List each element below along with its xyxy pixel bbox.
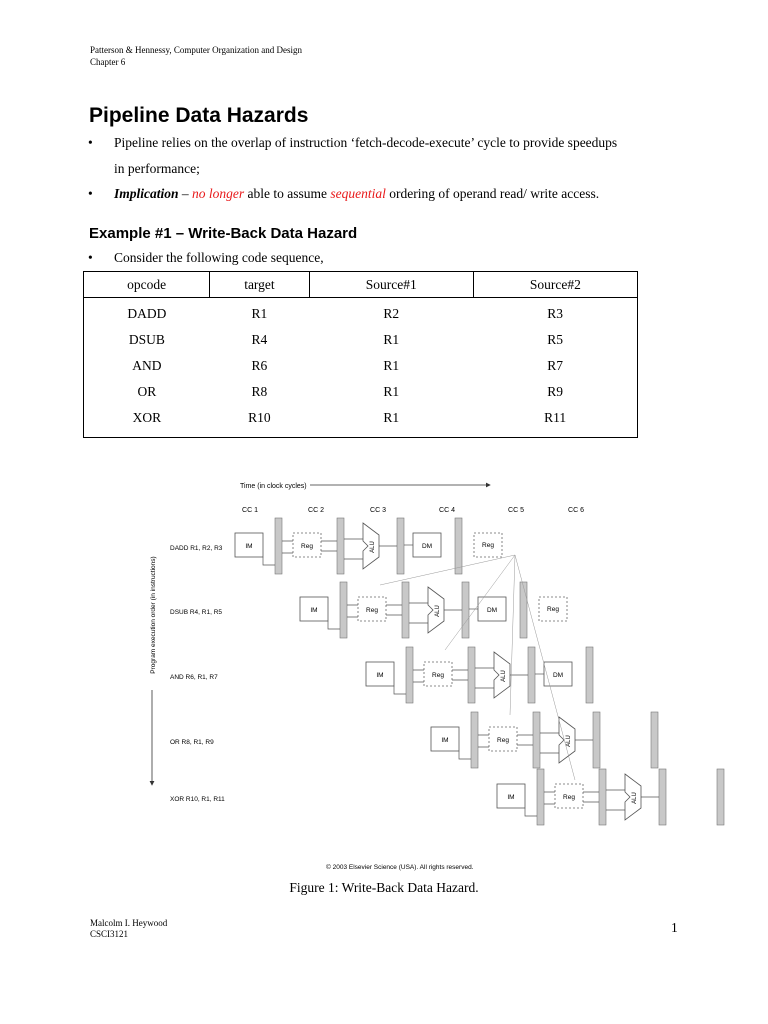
- cell-source2: R9: [547, 384, 564, 399]
- bullet-pipeline-text: Pipeline relies on the overlap of instruction ‘fetch-decode-execute’ cycle to provide speedups: [114, 135, 618, 150]
- col-header-target: target: [210, 272, 309, 298]
- datapath-wire: [282, 541, 293, 553]
- cell-opcode: DADD: [127, 306, 167, 321]
- pipeline-latch: [586, 647, 593, 703]
- dm-label: DM: [486, 607, 498, 614]
- execution-order-label: Program execution order (in instructions): [150, 556, 157, 674]
- im-label: IM: [376, 672, 384, 679]
- datapath-wire: [525, 808, 537, 816]
- cell-opcode: OR: [137, 384, 157, 399]
- instruction-label: OR R8, R1, R9: [170, 739, 214, 746]
- datapath-wire: [475, 668, 494, 688]
- table-row: [84, 353, 638, 379]
- pipeline-latch: [651, 712, 658, 768]
- datapath-wire: [347, 605, 358, 617]
- cell-source1: R1: [383, 332, 400, 347]
- reg-label: Reg: [432, 672, 444, 679]
- implication-label: Implication: [114, 186, 179, 201]
- instruction-label: XOR R10, R1, R11: [170, 796, 225, 803]
- col-header-source1: Source#1: [309, 272, 473, 298]
- header-chapter: Chapter 6: [90, 57, 126, 67]
- pipeline-figure: [140, 475, 638, 880]
- cell-opcode: AND: [132, 358, 162, 373]
- col-header-opcode: opcode: [84, 272, 210, 298]
- reg-label: Reg: [482, 542, 494, 549]
- cell-target: R6: [251, 358, 268, 373]
- pipeline-latch: [537, 769, 544, 825]
- cell-source1: R1: [383, 410, 400, 425]
- cell-source2: R5: [547, 332, 564, 347]
- reg-label: Reg: [497, 737, 509, 744]
- datapath-wire: [263, 557, 275, 565]
- datapath-wire: [344, 539, 363, 559]
- datapath-wire: [394, 686, 406, 694]
- bullet-dot: •: [88, 186, 93, 201]
- time-axis-label: Time (in clock cycles): [240, 483, 307, 490]
- bullet-pipeline-continued: in performance;: [114, 161, 200, 176]
- page-title: Pipeline Data Hazards: [89, 104, 309, 127]
- bullet-dot: •: [88, 135, 93, 150]
- cycle-label-cc3: CC 3: [370, 507, 386, 514]
- table-row: [84, 327, 638, 353]
- sequential-highlight: sequential: [330, 186, 386, 201]
- pipeline-latch: [599, 769, 606, 825]
- datapath-wire: [452, 670, 468, 680]
- pipeline-latch: [275, 518, 282, 574]
- pipeline-latch: [406, 647, 413, 703]
- implication-mid: able to assume: [244, 186, 331, 201]
- table-row: [84, 405, 638, 438]
- page-header: [90, 44, 302, 68]
- alu-label: ALU: [370, 541, 376, 553]
- bullet-pipeline: [88, 131, 728, 155]
- header-citation: Patterson & Hennessy, Computer Organization and Design: [90, 45, 302, 55]
- pipeline-latch: [455, 518, 462, 574]
- reg-label: Reg: [366, 607, 378, 614]
- pipeline-latch: [468, 647, 475, 703]
- pipeline-latch: [533, 712, 540, 768]
- example-title: Example #1 – Write-Back Data Hazard: [89, 225, 358, 242]
- table-row: [84, 379, 638, 405]
- datapath-wire: [321, 541, 337, 551]
- alu-label: ALU: [435, 605, 441, 617]
- datapath-wire: [459, 751, 471, 759]
- im-label: IM: [245, 543, 253, 550]
- copyright-notice: © 2003 Elsevier Science (USA). All rights reserved.: [326, 864, 474, 871]
- datapath-wire: [517, 735, 533, 745]
- cell-target: R10: [248, 410, 271, 425]
- cycle-label-cc2: CC 2: [308, 507, 324, 514]
- implication-dash: –: [178, 186, 193, 201]
- pipeline-latch: [462, 582, 469, 638]
- bullet-dot: •: [88, 250, 93, 265]
- reg-label: Reg: [301, 543, 313, 550]
- datapath-wire: [413, 670, 424, 682]
- im-label: IM: [310, 607, 318, 614]
- datapath-wire: [606, 790, 625, 810]
- page-number: 1: [671, 920, 678, 935]
- datapath-wire: [386, 605, 402, 615]
- pipeline-latch: [520, 582, 527, 638]
- im-label: IM: [441, 737, 449, 744]
- bullet-consider-text: Consider the following code sequence,: [114, 250, 324, 265]
- dm-label: DM: [421, 543, 433, 550]
- reg-label: Reg: [547, 606, 559, 613]
- bullet-implication: [88, 182, 728, 206]
- code-sequence-table: [83, 271, 638, 438]
- datapath-wire: [328, 621, 340, 629]
- cycle-label-cc1: CC 1: [242, 507, 258, 514]
- page-footer: [90, 918, 167, 940]
- datapath-wire: [583, 792, 599, 802]
- pipeline-latch: [528, 647, 535, 703]
- cell-source2: R3: [547, 306, 564, 321]
- instruction-label: DADD R1, R2, R3: [170, 545, 223, 552]
- instruction-label: DSUB R4, R1, R5: [170, 609, 223, 616]
- bullet-implication-text: [114, 182, 728, 206]
- cycle-label-cc5: CC 5: [508, 507, 524, 514]
- implication-end: ordering of operand read/ write access.: [385, 186, 600, 201]
- intro-bullets: [88, 131, 728, 206]
- im-label: IM: [507, 794, 515, 801]
- pipeline-rows: [170, 518, 724, 825]
- cell-source1: R1: [383, 358, 400, 373]
- alu-label: ALU: [566, 735, 572, 747]
- reg-label: Reg: [563, 794, 575, 801]
- dm-label: DM: [552, 672, 564, 679]
- cycle-label-cc6: CC 6: [568, 507, 584, 514]
- datapath-wire: [544, 792, 555, 804]
- table-row: [84, 298, 638, 328]
- cell-target: R8: [251, 384, 268, 399]
- datapath-wire: [409, 603, 428, 623]
- pipeline-latch: [337, 518, 344, 574]
- instruction-label: AND R6, R1, R7: [170, 674, 218, 681]
- cell-source2: R7: [547, 358, 564, 373]
- alu-label: ALU: [632, 792, 638, 804]
- cell-target: R4: [251, 332, 268, 347]
- pipeline-latch: [471, 712, 478, 768]
- datapath-wire: [478, 735, 489, 747]
- pipeline-latch: [397, 518, 404, 574]
- cell-opcode: XOR: [132, 410, 162, 425]
- datapath-wire: [540, 733, 559, 753]
- cell-source1: R2: [383, 306, 400, 321]
- table-header-row: [84, 272, 638, 298]
- footer-author: Malcolm I. Heywood: [90, 918, 168, 928]
- pipeline-diagram: [140, 475, 638, 875]
- pipeline-latch: [402, 582, 409, 638]
- bullet-consider: [88, 249, 324, 267]
- no-longer-highlight: no longer: [192, 186, 245, 201]
- cell-source1: R1: [383, 384, 400, 399]
- cell-target: R1: [251, 306, 268, 321]
- footer-course: CSCI3121: [90, 929, 129, 939]
- cell-opcode: DSUB: [128, 332, 165, 347]
- col-header-source2: Source#2: [473, 272, 637, 298]
- pipeline-latch: [659, 769, 666, 825]
- cell-source2: R11: [544, 410, 567, 425]
- pipeline-latch: [340, 582, 347, 638]
- pipeline-latch: [717, 769, 724, 825]
- hazard-dependency-line: [510, 555, 515, 715]
- alu-label: ALU: [501, 670, 507, 682]
- pipeline-latch: [593, 712, 600, 768]
- figure-caption: Figure 1: Write-Back Data Hazard.: [289, 880, 479, 895]
- cycle-label-cc4: CC 4: [439, 507, 455, 514]
- table-body: [84, 298, 638, 438]
